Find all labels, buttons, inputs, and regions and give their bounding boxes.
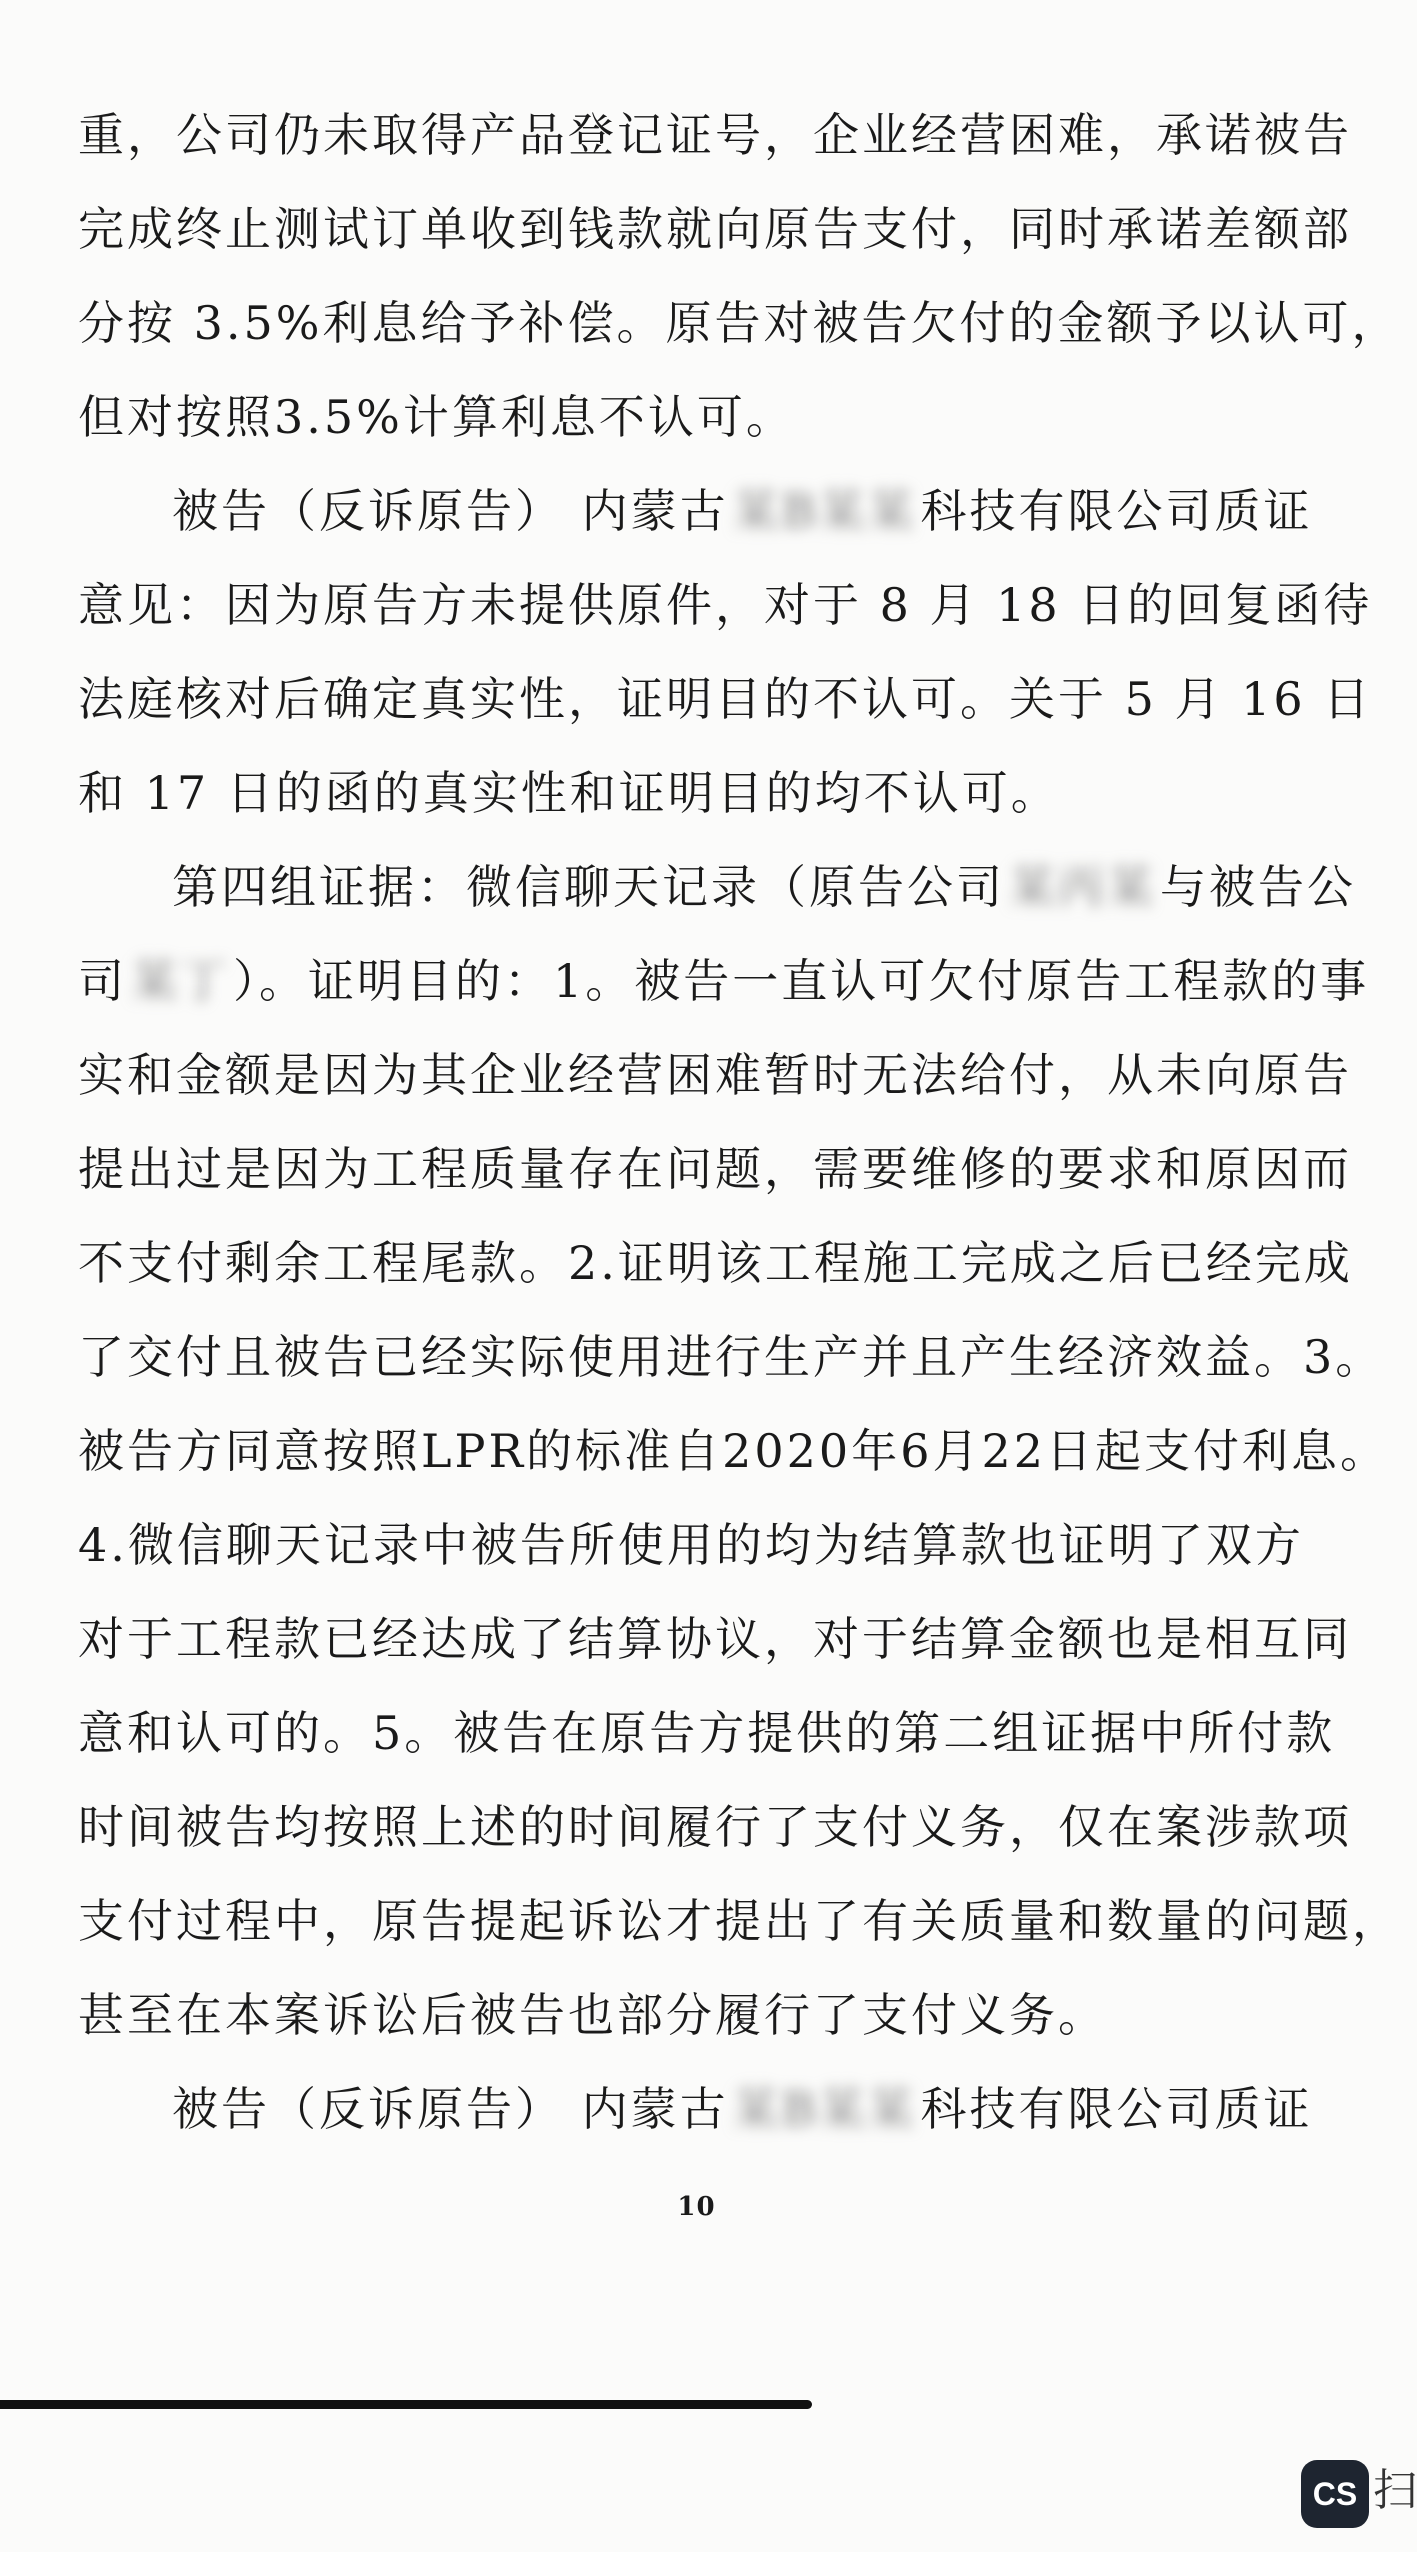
document-body [78,88,1401,2156]
text-line: 不支付剩余工程尾款。2.证明该工程施工完成之后已经完成 [78,1236,1353,1290]
text-line: 了交付且被告已经实际使用进行生产并且产生经济效益。3。 [78,1330,1385,1384]
redacted-person-name: 某丙某 [1009,860,1156,914]
text-segment: 被告（反诉原告） 内蒙古 [172,484,729,538]
footer-rule [0,2400,812,2409]
text-segment: 第四组证据：微信聊天记录（原告公司 [172,860,1005,914]
redacted-company-name: 某B某某 [732,2082,917,2136]
redacted-company-name: 某B某某 [732,484,917,538]
text-line [78,840,1356,934]
text-line: 提出过是因为工程质量存在问题，需要维修的要求和原因而 [78,1142,1352,1196]
text-segment: 与被告公 [1160,860,1356,914]
text-line: 4.微信聊天记录中被告所使用的均为结算款也证明了双方 [78,1518,1304,1572]
text-segment: 司 [78,954,127,1008]
text-line: 法庭核对后确定真实性，证明目的不认可。关于 5 月 16 日 [78,672,1373,726]
text-line: 支付过程中，原告提起诉讼才提出了有关质量和数量的问题， [78,1894,1401,1948]
page-number: 10 [677,2192,716,2222]
text-line: 完成终止测试订单收到钱款就向原告支付，同时承诺差额部 [78,202,1352,256]
redacted-person-name: 某丁 [131,954,229,1008]
text-line: 分按 3.5%利息给予补偿。原告对被告欠付的金额予以认可， [78,296,1401,350]
text-line: 意见：因为原告方未提供原件，对于 8 月 18 日的回复函待 [78,578,1373,632]
text-line [78,464,1318,558]
text-line [78,2062,1318,2156]
text-line: 但对按照3.5%计算利息不认可。 [78,390,795,444]
text-line: 甚至在本案诉讼后被告也部分履行了支付义务。 [78,1988,1107,2042]
camscanner-logo-icon: CS [1301,2460,1369,2528]
text-segment: 科技有限公司质证 [920,484,1313,538]
text-segment: 科技有限公司质证 [920,2082,1313,2136]
text-line: 意和认可的。5。被告在原告方提供的第二组证据中所付款 [78,1706,1336,1760]
text-line [78,934,1370,1028]
text-segment: 被告（反诉原告） 内蒙古 [172,2082,729,2136]
text-line: 实和金额是因为其企业经营困难暂时无法给付，从未向原告 [78,1048,1352,1102]
text-line: 重，公司仍未取得产品登记证号，企业经营困难，承诺被告 [78,108,1352,162]
text-line: 时间被告均按照上述的时间履行了支付义务，仅在案涉款项 [78,1800,1352,1854]
text-segment: ）。证明目的：1。被告一直认可欠付原告工程款的事 [233,954,1370,1008]
scanner-watermark-text: 扫 [1373,2465,1417,2516]
text-line: 被告方同意按照LPR的标准自2020年6月22日起支付利息。 [78,1424,1389,1478]
text-line: 和 17 日的函的真实性和证明目的均不认可。 [78,766,1060,820]
text-line: 对于工程款已经达成了结算协议，对于结算金额也是相互同 [78,1612,1352,1666]
